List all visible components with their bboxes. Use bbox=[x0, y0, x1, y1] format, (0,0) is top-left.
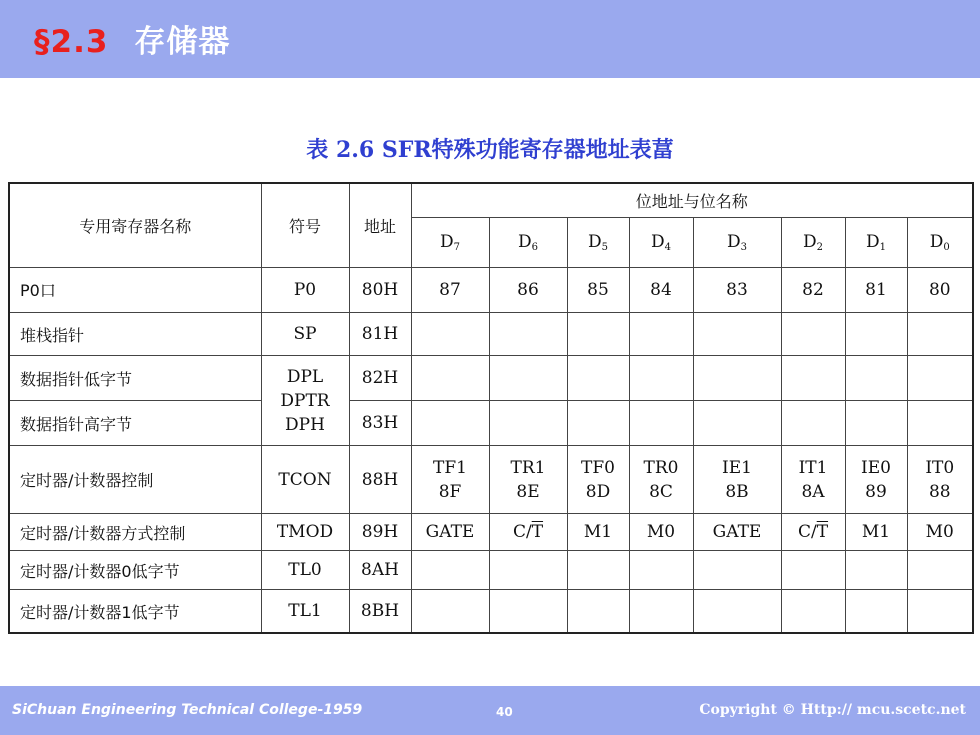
register-symbol: SP bbox=[261, 312, 349, 355]
bit-cell bbox=[907, 312, 973, 355]
bit-cell bbox=[567, 401, 629, 446]
bit-cell bbox=[411, 312, 489, 355]
slide-title bbox=[34, 16, 230, 61]
bit-line: TR1 bbox=[510, 457, 546, 478]
bit-cell bbox=[567, 551, 629, 590]
bit-header-subscript: 4 bbox=[664, 242, 671, 254]
bit-cell: $C/\overline{T}$ bbox=[489, 514, 567, 551]
bit-header-subscript: 5 bbox=[601, 242, 608, 254]
bit-cell bbox=[845, 401, 907, 446]
bit-cell: M0 bbox=[907, 514, 973, 551]
bit-line: IT1 bbox=[798, 457, 828, 478]
bit-cell bbox=[629, 356, 693, 401]
bit-header-subscript: 1 bbox=[879, 242, 886, 254]
bit-cell bbox=[567, 356, 629, 401]
register-name: 定时器/计数器方式控制 bbox=[9, 514, 261, 551]
bit-line: TR0 bbox=[643, 457, 679, 478]
bit-cell: 86 bbox=[489, 267, 567, 312]
bit-line: 8D bbox=[585, 481, 611, 502]
register-address: 8AH bbox=[349, 551, 411, 590]
page-number: 40 bbox=[496, 705, 513, 719]
bit-cell bbox=[907, 401, 973, 446]
bit-cell bbox=[629, 590, 693, 633]
register-address: 81H bbox=[349, 312, 411, 355]
register-symbol: TCON bbox=[261, 446, 349, 514]
bit-cell bbox=[567, 446, 629, 514]
footer-bar bbox=[0, 686, 980, 735]
bit-header-d4: $D_4$ bbox=[629, 218, 693, 267]
register-name: 数据指针低字节 bbox=[9, 356, 261, 401]
register-name: 定时器/计数器控制 bbox=[9, 446, 261, 514]
bit-cell: 84 bbox=[629, 267, 693, 312]
bit-cell bbox=[907, 446, 973, 514]
bit-name-overline: $\overline{T}$ bbox=[531, 522, 544, 543]
symbol-line: DPL bbox=[286, 366, 324, 387]
bit-line: TF0 bbox=[581, 457, 615, 478]
sfr-table bbox=[8, 182, 974, 634]
register-address: 8BH bbox=[349, 590, 411, 633]
register-name: 定时器/计数器0低字节 bbox=[9, 551, 261, 590]
bit-cell bbox=[489, 356, 567, 401]
register-symbol bbox=[261, 356, 349, 446]
bit-cell bbox=[411, 356, 489, 401]
bit-cell: $C/\overline{T}$ bbox=[781, 514, 845, 551]
bit-cell bbox=[411, 590, 489, 633]
bit-cell bbox=[567, 312, 629, 355]
bit-cell bbox=[411, 401, 489, 446]
bit-header-d5: $D_5$ bbox=[567, 218, 629, 267]
bit-header-subscript: 2 bbox=[816, 242, 823, 254]
register-name: 数据指针高字节 bbox=[9, 401, 261, 446]
copyright: Copyright © Http:// mcu.scetc.net bbox=[699, 702, 966, 718]
bit-header-d2: $D_2$ bbox=[781, 218, 845, 267]
header-bar bbox=[0, 0, 980, 78]
bit-line: IE0 bbox=[861, 457, 891, 478]
bit-cell bbox=[693, 356, 781, 401]
table-row bbox=[9, 267, 973, 312]
table-row bbox=[9, 356, 973, 401]
bit-line: 89 bbox=[865, 481, 887, 502]
bit-header-subscript: 3 bbox=[740, 242, 747, 254]
table-row bbox=[9, 312, 973, 355]
bit-header-d1: $D_1$ bbox=[845, 218, 907, 267]
header-address: 地址 bbox=[349, 183, 411, 267]
bit-cell bbox=[781, 312, 845, 355]
bit-cell: 83 bbox=[693, 267, 781, 312]
register-address: 88H bbox=[349, 446, 411, 514]
register-address: 80H bbox=[349, 267, 411, 312]
bit-header-subscript: 7 bbox=[453, 242, 460, 254]
bit-cell bbox=[693, 551, 781, 590]
bit-cell: 80 bbox=[907, 267, 973, 312]
register-name: P0口 bbox=[9, 267, 261, 312]
college-name: SiChuan Engineering Technical College-1959 bbox=[12, 702, 363, 718]
bit-cell: M1 bbox=[845, 514, 907, 551]
bit-line: 8F bbox=[438, 481, 462, 502]
bit-line: 8B bbox=[725, 481, 749, 502]
bit-line: 8E bbox=[516, 481, 540, 502]
bit-cell: GATE bbox=[411, 514, 489, 551]
register-symbol: P0 bbox=[261, 267, 349, 312]
bit-cell bbox=[781, 401, 845, 446]
section-number: §2.3 bbox=[34, 24, 109, 60]
bit-line: 8C bbox=[649, 481, 673, 502]
bit-cell bbox=[411, 551, 489, 590]
register-name: 定时器/计数器1低字节 bbox=[9, 590, 261, 633]
register-address: 89H bbox=[349, 514, 411, 551]
bit-cell bbox=[693, 590, 781, 633]
symbol-line: DPTR bbox=[280, 390, 330, 411]
register-address: 82H bbox=[349, 356, 411, 401]
bit-cell bbox=[693, 446, 781, 514]
bit-cell: 87 bbox=[411, 267, 489, 312]
bit-cell bbox=[489, 446, 567, 514]
bit-header-d3: $D_3$ bbox=[693, 218, 781, 267]
table-row bbox=[9, 446, 973, 514]
bit-cell bbox=[693, 312, 781, 355]
bit-cell bbox=[567, 590, 629, 633]
bit-cell bbox=[907, 551, 973, 590]
bit-cell bbox=[489, 401, 567, 446]
register-symbol: TL0 bbox=[261, 551, 349, 590]
bit-cell bbox=[781, 446, 845, 514]
register-address: 83H bbox=[349, 401, 411, 446]
bit-cell bbox=[629, 551, 693, 590]
bit-line: 8A bbox=[801, 481, 825, 502]
symbol-line: DPH bbox=[285, 414, 325, 435]
bit-name-overline: $\overline{T}$ bbox=[816, 522, 829, 543]
table-caption: 表 2.6 SFR特殊功能寄存器地址表葍 bbox=[306, 137, 674, 163]
bit-cell bbox=[411, 446, 489, 514]
bit-cell: M0 bbox=[629, 514, 693, 551]
header-symbol: 符号 bbox=[261, 183, 349, 267]
table-row bbox=[9, 401, 973, 446]
header-bits: 位地址与位名称 bbox=[411, 183, 973, 218]
register-symbol: TMOD bbox=[261, 514, 349, 551]
bit-header-subscript: 0 bbox=[943, 242, 950, 254]
bit-line: IT0 bbox=[925, 457, 955, 478]
bit-cell bbox=[845, 551, 907, 590]
bit-cell bbox=[781, 356, 845, 401]
bit-cell bbox=[907, 356, 973, 401]
bit-cell: 82 bbox=[781, 267, 845, 312]
bit-cell bbox=[693, 401, 781, 446]
bit-cell bbox=[781, 590, 845, 633]
bit-cell bbox=[907, 590, 973, 633]
bit-cell bbox=[845, 446, 907, 514]
bit-cell: M1 bbox=[567, 514, 629, 551]
bit-cell bbox=[845, 590, 907, 633]
register-symbol: TL1 bbox=[261, 590, 349, 633]
bit-header-d0: $D_0$ bbox=[907, 218, 973, 267]
section-title: 存储器 bbox=[134, 24, 231, 60]
table-row bbox=[9, 551, 973, 590]
bit-line: TF1 bbox=[433, 457, 467, 478]
bit-header-subscript: 6 bbox=[531, 242, 538, 254]
bit-cell: GATE bbox=[693, 514, 781, 551]
register-name: 堆栈指针 bbox=[9, 312, 261, 355]
bit-line: 88 bbox=[928, 481, 951, 502]
bit-cell bbox=[629, 312, 693, 355]
bit-cell bbox=[489, 590, 567, 633]
bit-cell bbox=[781, 551, 845, 590]
bit-cell bbox=[845, 312, 907, 355]
bit-line: IE1 bbox=[722, 457, 752, 478]
table-row bbox=[9, 514, 973, 551]
bit-cell bbox=[845, 356, 907, 401]
bit-header-d7: $D_7$ bbox=[411, 218, 489, 267]
bit-cell bbox=[489, 312, 567, 355]
bit-cell bbox=[629, 401, 693, 446]
header-name: 专用寄存器名称 bbox=[9, 183, 261, 267]
bit-cell bbox=[629, 446, 693, 514]
bit-cell: 81 bbox=[845, 267, 907, 312]
table-row bbox=[9, 590, 973, 633]
bit-cell: 85 bbox=[567, 267, 629, 312]
bit-header-d6: $D_6$ bbox=[489, 218, 567, 267]
bit-cell bbox=[489, 551, 567, 590]
